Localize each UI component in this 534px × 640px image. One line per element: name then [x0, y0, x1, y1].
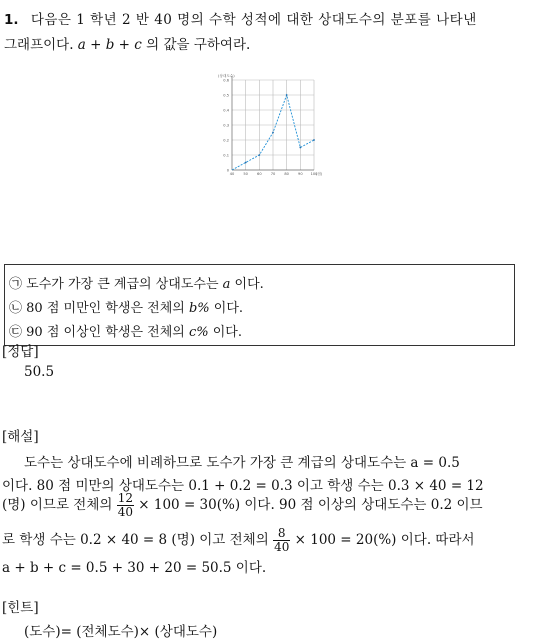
- data-point: [313, 139, 315, 141]
- x-tick-label: 90: [298, 172, 303, 176]
- data-point: [272, 132, 274, 134]
- answer-heading: [정답]: [2, 344, 39, 360]
- y-tick-label: 0.2: [223, 138, 229, 143]
- hint-formula: (도수)= (전체도수)× (상대도수): [24, 624, 218, 640]
- x-tick-label: 60: [257, 172, 262, 176]
- data-point: [299, 147, 301, 149]
- statement-2: ㉡ 80 점 미만인 학생은 전체의 b% 이다.: [9, 301, 244, 316]
- question-line-1: [4, 8, 477, 28]
- explanation-line-3: (명) 이므로 전체의 $\frac{12}{40}$ × 100 = 30(%) 이다. 90 점 이상의 상대도수는 0.2 이므: [2, 491, 483, 519]
- x-unit-label: (점): [316, 172, 323, 176]
- question-expression: a + b + c: [77, 37, 142, 53]
- y-tick-label: 0: [226, 168, 229, 173]
- y-tick-label: 0.6: [223, 78, 229, 83]
- question-number: 1.: [4, 12, 19, 28]
- explanation-line-5: a + b + c = 0.5 + 30 + 20 = 50.5 이다.: [2, 560, 267, 576]
- x-tick-label: 40: [229, 172, 235, 176]
- question-text-1: 다음은 1 학년 2 반 40 명의 수학 성적에 대한 상대도수의 분포를 나타낸: [30, 12, 477, 28]
- question-line-2: 그래프이다. a + b + c 의 값을 구하여라.: [4, 37, 251, 53]
- x-tick-label: 50: [243, 172, 248, 176]
- y-tick-label: 0.3: [223, 123, 229, 128]
- data-point: [286, 94, 288, 96]
- data-point: [245, 162, 247, 164]
- explanation-heading: [해설]: [2, 429, 39, 445]
- answer-value: 50.5: [24, 364, 55, 380]
- statement-1: ㉠ 도수가 가장 큰 계급의 상대도수는 a 이다.: [9, 277, 264, 292]
- y-axis-title: (상대도수): [218, 74, 235, 78]
- statements-box: [4, 264, 515, 346]
- explanation-line-4: 로 학생 수는 0.2 × 40 = 8 (명) 이고 전체의 $\frac{8}{40}$ × 100 = 20(%) 이다. 따라서: [2, 526, 475, 554]
- fraction-12-40: $\frac{12}{40}$: [117, 491, 133, 519]
- x-tick-label: 100: [310, 172, 318, 176]
- y-tick-label: 0.5: [223, 93, 229, 98]
- x-tick-label: 70: [270, 172, 276, 176]
- explanation-line-2: 이다. 80 점 미만의 상대도수는 0.1 + 0.2 = 0.3 이고 학생 수는 0.3 × 40 = 12: [2, 478, 484, 494]
- y-tick-label: 0.1: [223, 153, 229, 158]
- fraction-8-40: $\frac{8}{40}$: [274, 526, 290, 554]
- explanation-line-1: 도수는 상대도수에 비례하므로 도수가 가장 큰 계급의 상대도수는 a = 0.5: [24, 455, 460, 471]
- hint-heading: [힌트]: [2, 600, 39, 616]
- x-tick-label: 80: [284, 172, 289, 176]
- relative-frequency-chart: [214, 72, 323, 178]
- data-point: [258, 154, 260, 156]
- y-tick-label: 0.4: [223, 108, 229, 113]
- statement-3: ㉢ 90 점 이상인 학생은 전체의 c% 이다.: [9, 325, 242, 340]
